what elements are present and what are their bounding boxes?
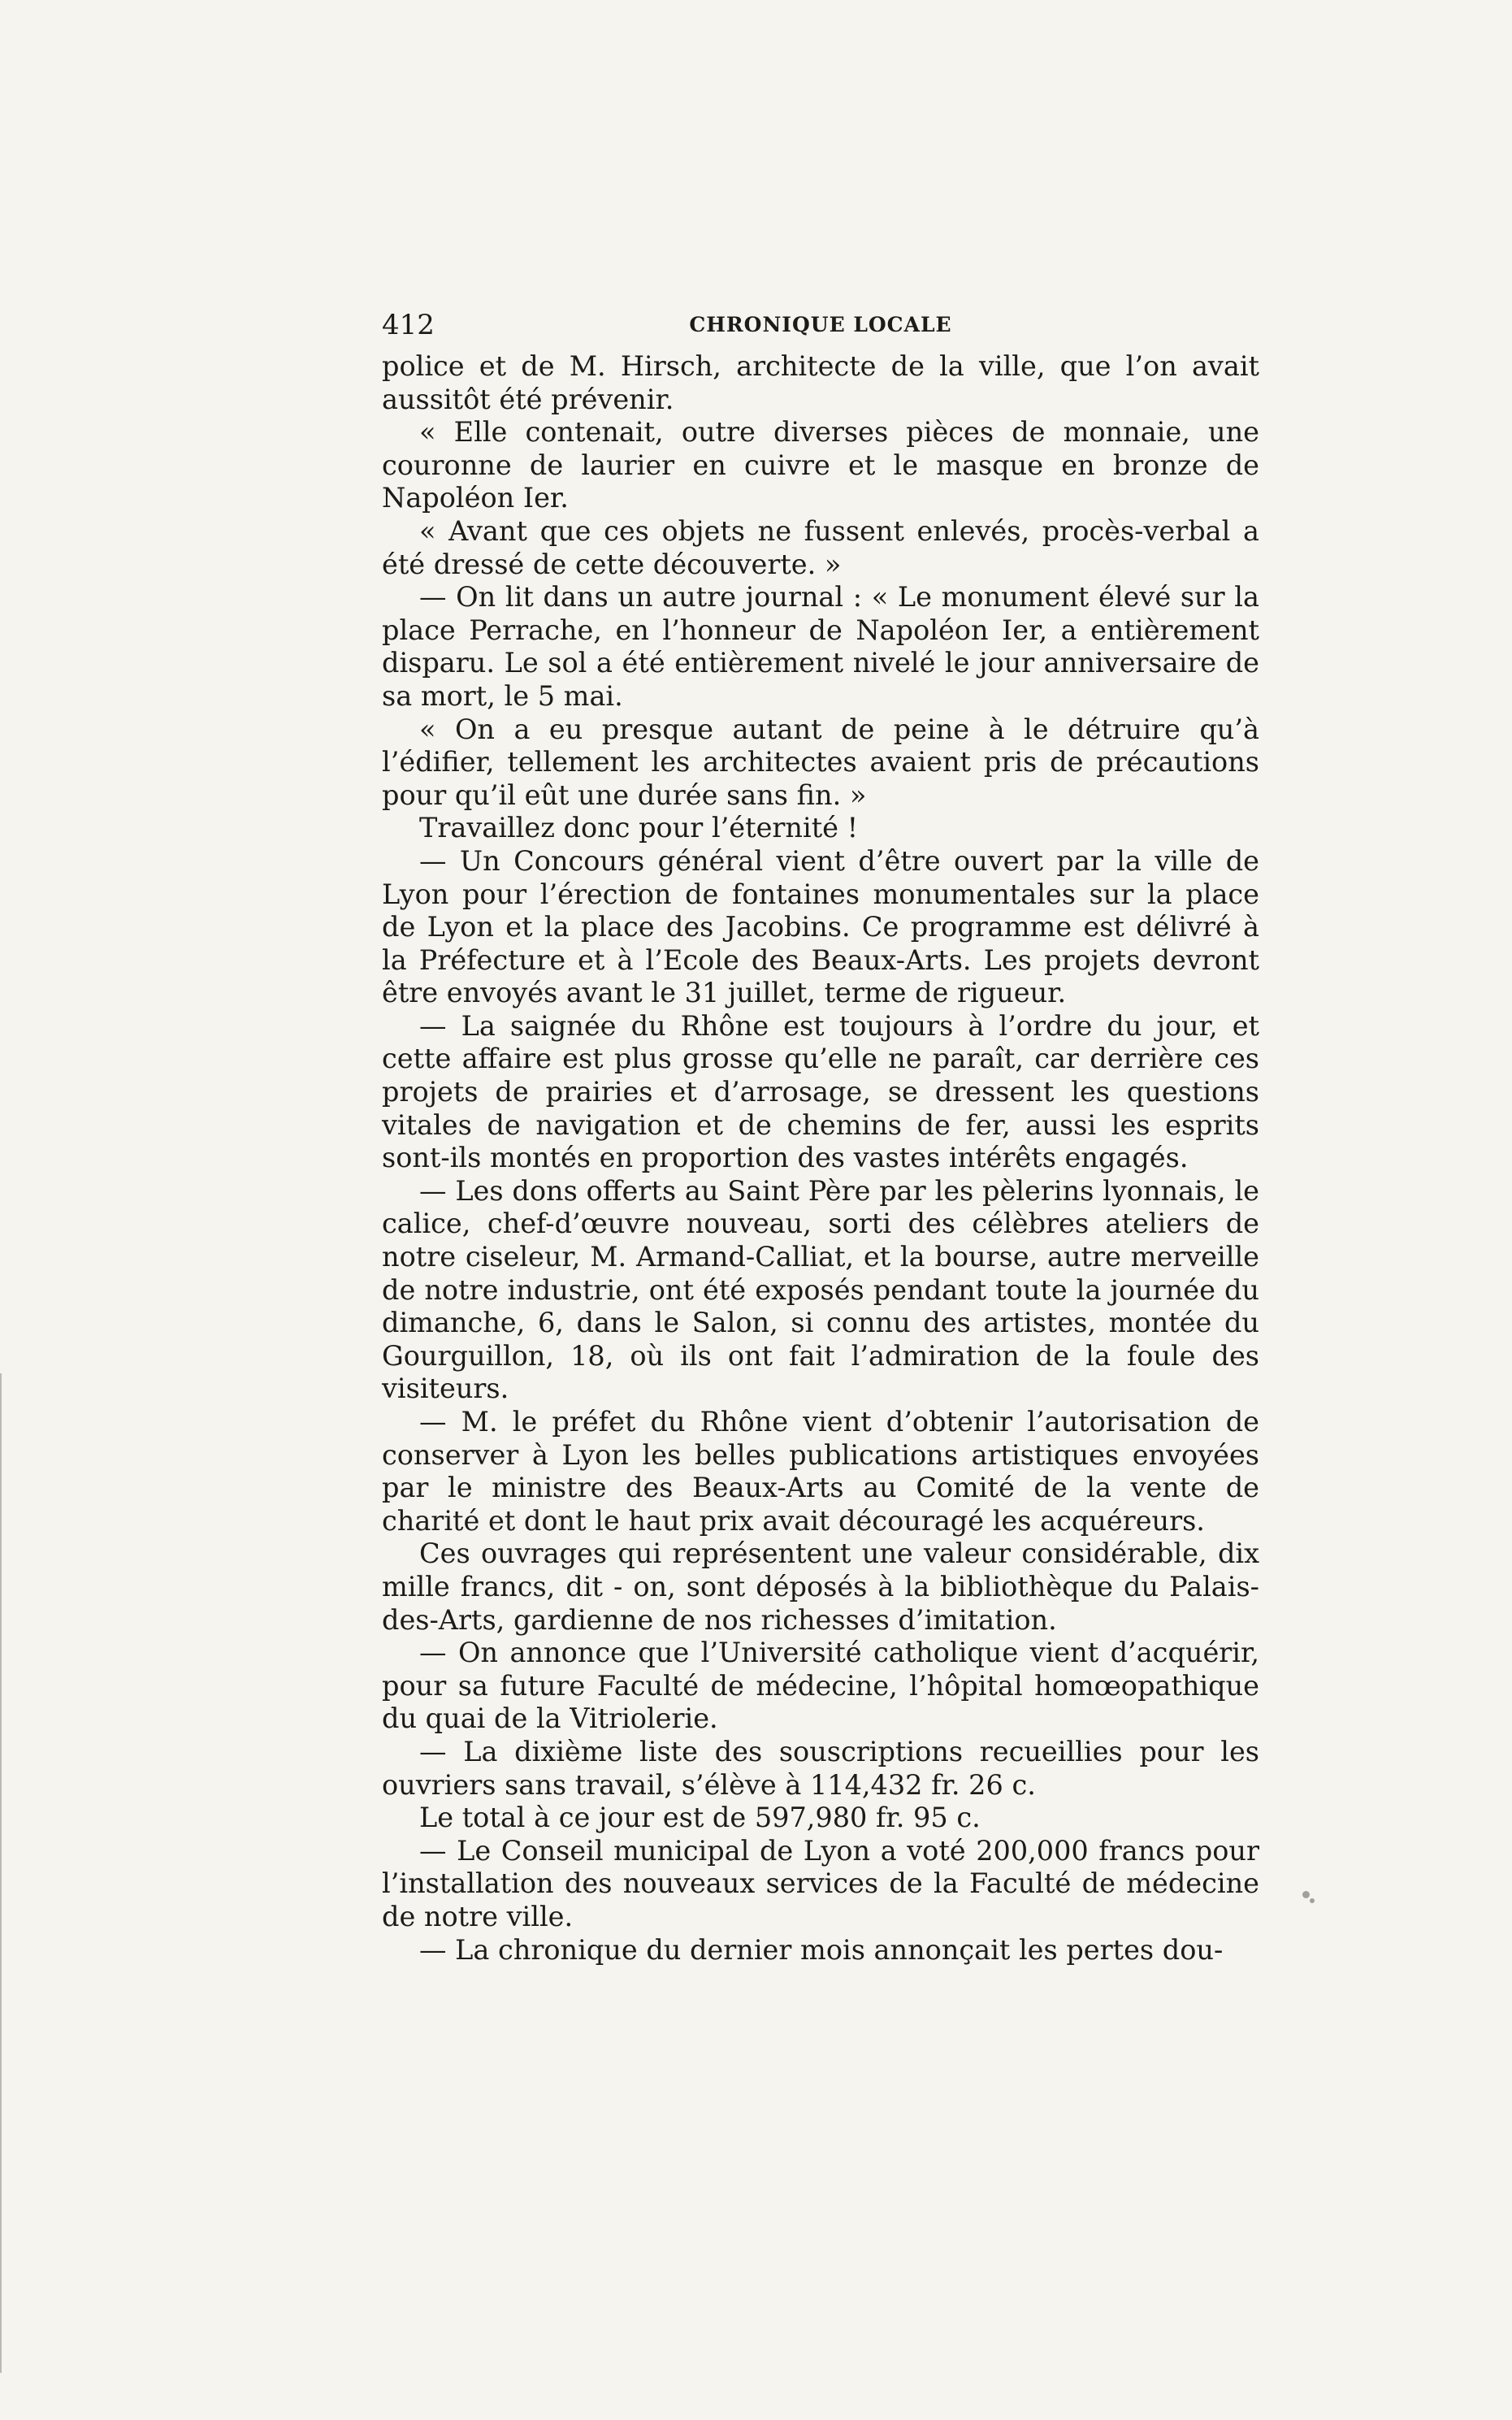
book-page: [382, 305, 1259, 1967]
paragraph: — M. le préfet du Rhône vient d’obtenir l’autorisation de conserver à Lyon les belles publications artistiques envoyées par le ministre des Beaux-Arts au Comité de la vente de charité et dont le haut prix avait découragé les acquéreurs.: [382, 1406, 1259, 1537]
scan-speck: [1302, 1891, 1310, 1898]
paragraph: — Le Conseil municipal de Lyon a voté 200,000 francs pour l’installation des nouveaux services de la Faculté de médecine de notre ville.: [382, 1834, 1259, 1932]
paragraph: Ces ouvrages qui représentent une valeur considérable, dix mille francs, dit - on, sont déposés à la bibliothèque du Palais-des-Arts, gardienne de nos richesses d’imitation.: [382, 1537, 1259, 1636]
page-body: [382, 350, 1259, 1967]
running-head: CHRONIQUE LOCALE: [689, 313, 952, 336]
paragraph: — Les dons offerts au Saint Père par les pèlerins lyonnais, le calice, chef-d’œuvre nouveau, sorti des célèbres ateliers de notre ciseleur, M. Armand-Calliat, et la bourse, autre merveille de notre industrie, ont été exposés pendant toute la journée du dimanche, 6, dans le Salon, si connu des artistes, montée du Gourguillon, 18, où ils ont fait l’admiration de la foule des visiteurs.: [382, 1174, 1259, 1405]
paragraph: « Elle contenait, outre diverses pièces de monnaie, une couronne de laurier en cuivre et le masque en bronze de Napoléon Ier.: [382, 416, 1259, 514]
scan-speck: [1310, 1898, 1315, 1903]
paragraph: police et de M. Hirsch, architecte de la ville, que l’on avait aussitôt été prévenir.: [382, 350, 1259, 415]
page-header: [382, 305, 1259, 345]
paragraph: « Avant que ces objets ne fussent enlevés, procès-verbal a été dressé de cette découverte. »: [382, 514, 1259, 580]
paragraph: — On lit dans un autre journal : « Le monument élevé sur la place Perrache, en l’honneur de Napoléon Ier, a entièrement disparu. Le sol a été entièrement nivelé le jour anniversaire de sa mort, le 5 mai.: [382, 581, 1259, 712]
paragraph: — On annonce que l’Université catholique vient d’acquérir, pour sa future Faculté de médecine, l’hôpital homœopathique du quai de la Vitriolerie.: [382, 1637, 1259, 1735]
paragraph: — Un Concours général vient d’être ouvert par la ville de Lyon pour l’érection de fontaines monumentales sur la place de Lyon et la place des Jacobins. Ce programme est délivré à la Préfecture et à l’Ecole des Beaux-Arts. Les projets devront être envoyés avant le 31 juillet, terme de rigueur.: [382, 844, 1259, 1009]
paragraph: — La dixième liste des souscriptions recueillies pour les ouvriers sans travail, s’élève à 114,432 fr. 26 c.: [382, 1735, 1259, 1801]
paragraph: « On a eu presque autant de peine à le détruire qu’à l’édifier, tellement les architectes avaient pris de précautions pour qu’il eût une durée sans fin. »: [382, 713, 1259, 811]
paragraph: Le total à ce jour est de 597,980 fr. 95 c.: [419, 1802, 981, 1834]
paragraph: Travaillez donc pour l’éternité !: [419, 812, 859, 844]
left-margin-scan-line: [0, 1373, 2, 2373]
page-number: 412: [382, 309, 435, 341]
paragraph: — La chronique du dernier mois annonçait les pertes dou-: [419, 1933, 1224, 1966]
paragraph: — La saignée du Rhône est toujours à l’ordre du jour, et cette affaire est plus grosse qu’elle ne paraît, car derrière ces projets de prairies et d’arrosage, se dressent les questions vitales de navigation et de chemins de fer, aussi les esprits sont-ils montés en proportion des vastes intérêts engagés.: [382, 1009, 1259, 1174]
